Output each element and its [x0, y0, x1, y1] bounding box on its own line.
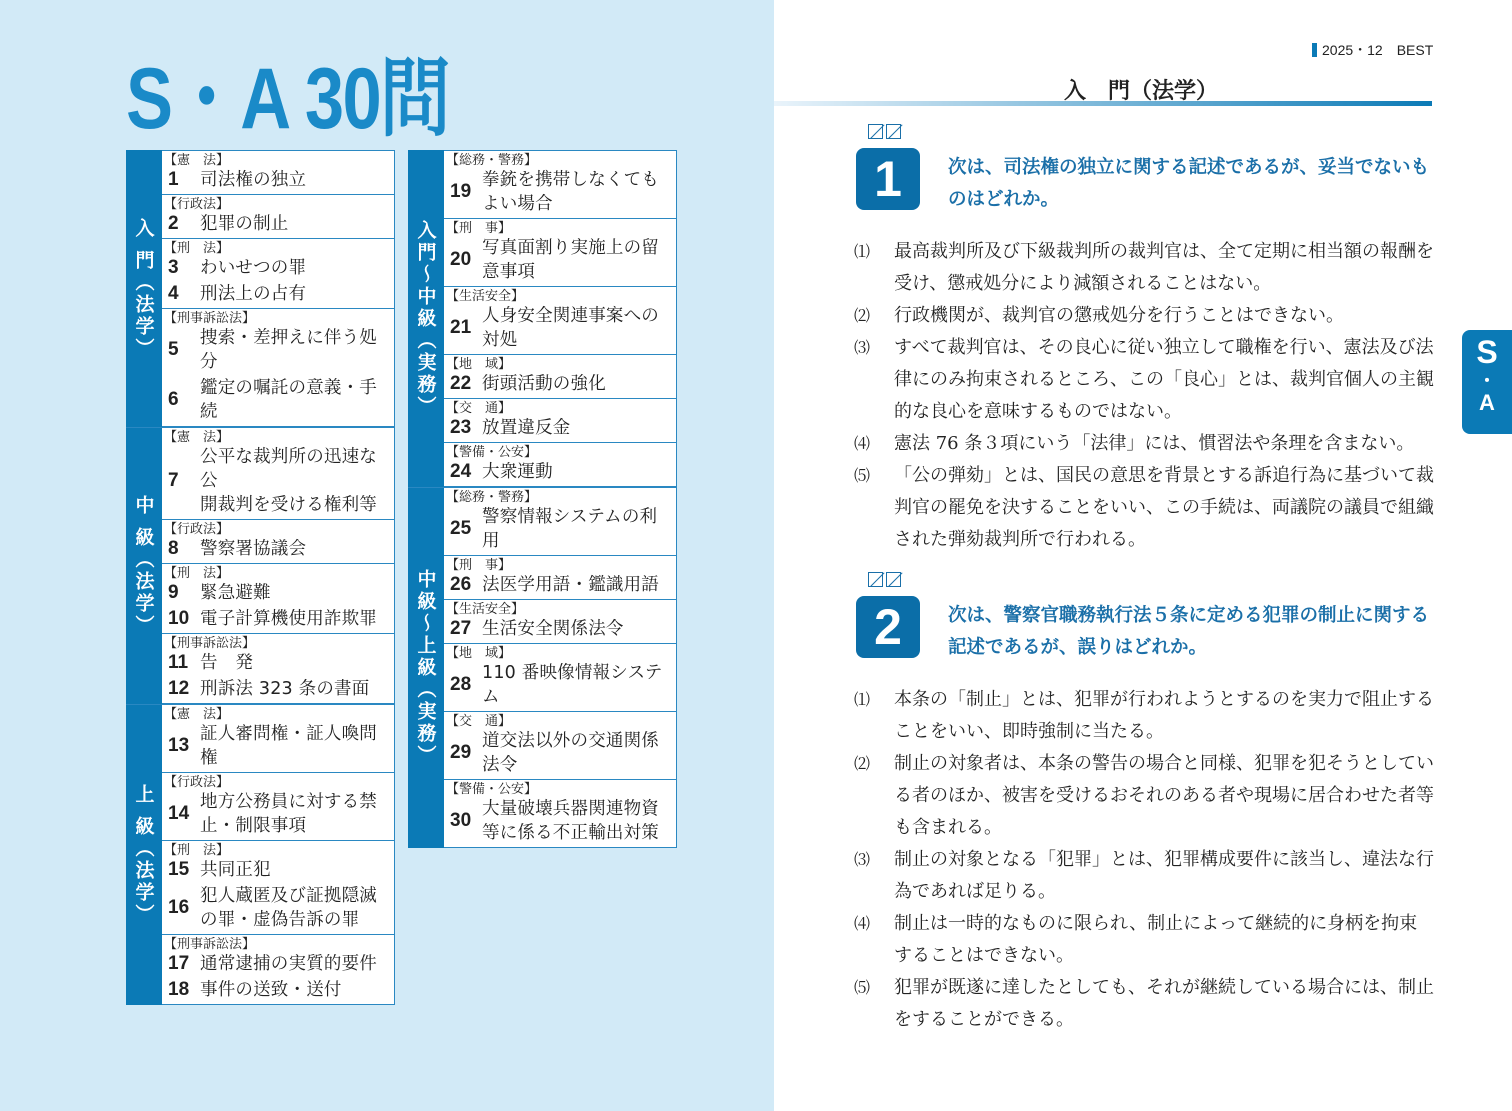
toc-item-number: 13 — [168, 735, 190, 756]
toc-item-title: 事件の送致・送付 — [200, 980, 342, 1000]
toc-item[interactable] — [162, 978, 394, 1004]
toc-item-title: 通常逮捕の実質的要件 — [200, 954, 377, 974]
toc-item-number: 10 — [168, 608, 190, 629]
choice-number: ⑴ — [854, 690, 871, 709]
toc-item-number: 2 — [168, 213, 179, 234]
toc-item-title: 人身安全関連事案への 対処 — [482, 306, 659, 350]
level-band — [126, 705, 162, 1005]
choice-number: ⑸ — [854, 466, 871, 485]
toc-item[interactable] — [162, 607, 394, 633]
toc-section-body — [444, 150, 677, 487]
level-band — [408, 150, 444, 487]
toc-item-number: 17 — [168, 953, 190, 974]
toc-item-number: 30 — [450, 810, 472, 831]
level-band — [126, 150, 162, 427]
toc-item-number: 9 — [168, 582, 179, 603]
choice-text: 犯罪が既遂に達したとしても、それが継続している場合には、制止をすることができる。 — [894, 977, 1434, 1030]
toc-item-number: 3 — [168, 257, 179, 278]
choice-text: 憲法 76 条３項にいう「法律」には、慣習法や条理を含まない。 — [894, 433, 1415, 454]
answer-choice[interactable] — [854, 908, 1434, 972]
section-heading-text: 入 門（法学） — [1063, 79, 1218, 104]
toc-item-number: 22 — [450, 373, 472, 394]
toc-item-title: 警察情報システムの利用 — [482, 507, 658, 551]
subject-label: 【交 通】 — [446, 714, 512, 729]
toc-item[interactable] — [162, 952, 394, 978]
answer-choice[interactable] — [854, 684, 1434, 748]
choice-number: ⑸ — [854, 978, 871, 997]
side-tab-dot: ・ — [1478, 371, 1496, 391]
choice-number: ⑷ — [854, 434, 871, 453]
choice-number: ⑶ — [854, 850, 871, 869]
answer-choice[interactable] — [854, 460, 1434, 556]
toc-item-number: 24 — [450, 461, 472, 482]
toc-item-number: 18 — [168, 979, 190, 1000]
tag-bar — [1312, 43, 1317, 57]
answer-choice[interactable] — [854, 428, 1434, 460]
subject-group — [444, 399, 676, 443]
subject-label: 【憲 法】 — [164, 153, 230, 168]
toc-item-number: 21 — [450, 317, 472, 338]
answer-choice[interactable] — [854, 300, 1434, 332]
toc-item-title: 刑訴法 323 条の書面 — [200, 679, 370, 699]
choice-text: 最高裁判所及び下級裁判所の裁判官は、全て定期に相当額の報酬を受け、懲戒処分により減額されることはない。 — [894, 241, 1434, 294]
toc-item[interactable] — [444, 617, 676, 643]
subject-group — [162, 309, 394, 426]
subject-label: 【刑 法】 — [164, 241, 230, 256]
toc-item-number: 29 — [450, 742, 472, 763]
toc-item-number: 12 — [168, 678, 190, 699]
toc-item[interactable] — [444, 729, 676, 779]
toc-item[interactable] — [162, 376, 394, 426]
subject-group — [162, 428, 394, 520]
choice-list — [854, 684, 1434, 1036]
answer-choice[interactable] — [854, 332, 1434, 428]
side-tab-a: A — [1479, 390, 1495, 415]
answer-choice[interactable] — [854, 844, 1434, 908]
subject-group — [444, 644, 676, 712]
toc-item-title: 捜索・差押えに伴う処分 — [200, 328, 377, 372]
subject-group — [444, 556, 676, 600]
toc-item-title: 鑑定の嘱託の意義・手続 — [200, 378, 377, 422]
toc-item-title: 証人審問権・証人喚問権 — [200, 724, 377, 768]
toc-section — [408, 150, 677, 488]
toc-item-number: 26 — [450, 574, 472, 595]
choice-text: 制止の対象となる「犯罪」とは、犯罪構成要件に該当し、違法な行為であれば足りる。 — [894, 849, 1434, 902]
toc-section-body — [162, 428, 395, 704]
question-number-badge: 1 — [856, 148, 920, 210]
subject-label: 【地 域】 — [446, 357, 512, 372]
question-stem: 次は、司法権の独立に関する記述であるが、妥当でないものはどれか。 — [948, 157, 1430, 210]
check-box-icon[interactable] — [886, 124, 901, 139]
subject-label: 【憲 法】 — [164, 707, 230, 722]
toc-section — [126, 428, 395, 705]
subject-label: 【刑 法】 — [164, 843, 230, 858]
subject-group — [444, 780, 676, 847]
toc-item[interactable] — [162, 326, 394, 376]
choice-list — [854, 236, 1434, 556]
toc-item[interactable] — [444, 304, 676, 354]
toc-item-title: 写真面割り実施上の留 意事項 — [482, 238, 659, 282]
toc-section — [408, 488, 677, 848]
toc-item-number: 7 — [168, 470, 179, 491]
subject-label: 【地 域】 — [446, 646, 512, 661]
subject-label: 【刑 事】 — [446, 558, 512, 573]
subject-label: 【警備・公安】 — [446, 445, 538, 460]
checkboxes-q1 — [868, 122, 904, 144]
choice-number: ⑴ — [854, 242, 871, 261]
checkboxes-q2 — [868, 570, 904, 592]
toc-column-2 — [408, 150, 677, 848]
toc-item[interactable] — [162, 884, 394, 934]
toc-item-title: 大量破壊兵器関連物資 等に係る不正輸出対策 — [482, 799, 659, 843]
level-band — [408, 488, 444, 848]
subject-group — [162, 195, 394, 239]
toc-item[interactable] — [444, 372, 676, 398]
subject-label: 【生活安全】 — [446, 289, 525, 304]
subject-group — [162, 520, 394, 564]
question-number-badge: 2 — [856, 596, 920, 658]
toc-item-title: 電子計算機使用詐欺罪 — [200, 609, 377, 629]
toc-item-title: 放置違反金 — [482, 418, 571, 438]
subject-group — [444, 443, 676, 486]
choice-text: すべて裁判官は、その良心に従い独立して職権を行い、憲法及び法律にのみ拘束されるところ、この「良心」とは、裁判官個人の主観的な良心を意味するものではない。 — [894, 337, 1434, 422]
toc-item[interactable] — [444, 168, 676, 218]
subject-group — [444, 355, 676, 399]
toc-item-title: 緊急避難 — [200, 583, 271, 603]
toc-item-number: 19 — [450, 181, 472, 202]
subject-label: 【総務・警務】 — [446, 153, 538, 168]
subject-group — [162, 935, 394, 1004]
choice-text: 「公の弾劾」とは、国民の意思を背景とする訴追行為に基づいて裁判官の罷免を決することをいい、この手続は、両議院の議員で組織された弾劾裁判所で行われる。 — [894, 465, 1434, 550]
toc-section — [126, 150, 395, 428]
toc-item-title: 110 番映像情報システム — [482, 663, 663, 707]
subject-group — [444, 287, 676, 355]
side-index-tab[interactable] — [1462, 330, 1512, 434]
choice-text: 制止は一時的なものに限られ、制止によって継続的に身柄を拘束することはできない。 — [894, 913, 1418, 966]
toc-item-title: 生活安全関係法令 — [482, 619, 624, 639]
toc-item-number: 20 — [450, 249, 472, 270]
toc-item-number: 16 — [168, 897, 190, 918]
subject-group — [162, 564, 394, 634]
subject-group — [444, 488, 676, 556]
subject-group — [444, 712, 676, 780]
toc-item-title: 犯罪の制止 — [200, 214, 289, 234]
toc-column-1 — [126, 150, 395, 1005]
toc-item[interactable] — [162, 677, 394, 703]
choice-text: 制止の対象者は、本条の警告の場合と同様、犯罪を犯そうとしている者のほか、被害を受けるおそれのある者や現場に居合わせた者等も含まれる。 — [894, 753, 1434, 838]
section-heading — [774, 72, 1432, 106]
page-title: S・A 30問 — [126, 51, 449, 147]
subject-label: 【刑事訴訟法】 — [164, 636, 256, 651]
subject-label: 【生活安全】 — [446, 602, 525, 617]
toc-item[interactable] — [444, 797, 676, 847]
subject-group — [444, 151, 676, 219]
subject-group — [162, 841, 394, 935]
toc-item-number: 23 — [450, 417, 472, 438]
toc-item[interactable] — [444, 661, 676, 711]
toc-item-title: 道交法以外の交通関係 法令 — [482, 731, 659, 775]
toc-item-number: 27 — [450, 618, 472, 639]
side-tab-s: S — [1476, 334, 1498, 370]
toc-item-number: 25 — [450, 518, 472, 539]
toc-item[interactable] — [162, 168, 394, 194]
toc-item-number: 4 — [168, 283, 179, 304]
toc-item-number: 11 — [168, 652, 189, 673]
toc-item-title: 刑法上の占有 — [200, 284, 307, 304]
choice-number: ⑶ — [854, 338, 871, 357]
subject-label: 【行政法】 — [164, 775, 230, 790]
toc-item[interactable] — [444, 573, 676, 599]
toc-item-number: 15 — [168, 859, 190, 880]
toc-item-title: 司法権の独立 — [200, 170, 307, 190]
toc-item[interactable] — [162, 722, 394, 772]
toc-item-title: 法医学用語・鑑識用語 — [482, 575, 659, 595]
subject-label: 【憲 法】 — [164, 430, 230, 445]
toc-item[interactable] — [162, 651, 394, 677]
answer-choice[interactable] — [854, 972, 1434, 1036]
subject-label: 【刑 法】 — [164, 566, 230, 581]
level-band-label: 入 門（法学） — [132, 217, 155, 360]
answer-choice[interactable] — [854, 236, 1434, 300]
toc-item[interactable] — [162, 581, 394, 607]
toc-item[interactable] — [162, 256, 394, 282]
check-box-icon[interactable] — [886, 572, 901, 587]
level-band — [126, 428, 162, 704]
choice-text: 本条の「制止」とは、犯罪が行われようとするのを実力で阻止することをいい、即時強制に当たる。 — [894, 689, 1434, 742]
toc-item-number: 6 — [168, 389, 179, 410]
subject-label: 【交 通】 — [446, 401, 512, 416]
right-page — [774, 0, 1512, 1111]
subject-label: 【刑 事】 — [446, 221, 512, 236]
toc-item-title: 地方公務員に対する禁 止・制限事項 — [200, 792, 377, 836]
toc-item-title: 街頭活動の強化 — [482, 374, 606, 394]
answer-choice[interactable] — [854, 748, 1434, 844]
issue-tag-text: 2025・12 BEST — [1322, 42, 1434, 58]
question-stem: 次は、警察官職務執行法５条に定める犯罪の制止に関する記述であるが、誤りはどれか。 — [948, 605, 1430, 658]
toc-item-title: 拳銃を携帯しなくても よい場合 — [482, 170, 659, 214]
toc-item[interactable] — [444, 236, 676, 286]
toc-item-title: 共同正犯 — [200, 860, 271, 880]
toc-item-number: 8 — [168, 538, 179, 559]
subject-label: 【行政法】 — [164, 522, 230, 537]
subject-label: 【警備・公安】 — [446, 782, 538, 797]
toc-item[interactable] — [162, 858, 394, 884]
subject-group — [444, 219, 676, 287]
toc-item[interactable] — [444, 460, 676, 486]
toc-item-title: 警察署協議会 — [200, 539, 307, 559]
toc-section — [126, 705, 395, 1005]
toc-item-title: 公平な裁判所の迅速な公 開裁判を受ける権利等 — [200, 447, 377, 515]
choice-number: ⑷ — [854, 914, 871, 933]
subject-group — [162, 634, 394, 703]
toc-section-body — [162, 150, 395, 427]
check-box-icon[interactable] — [868, 124, 883, 139]
toc-item[interactable] — [162, 282, 394, 308]
subject-label: 【行政法】 — [164, 197, 230, 212]
toc-item-title: 告 発 — [200, 653, 254, 673]
choice-text: 行政機関が、裁判官の懲戒処分を行うことはできない。 — [894, 305, 1344, 326]
toc-item-number: 5 — [168, 339, 179, 360]
toc-item-number: 28 — [450, 674, 472, 695]
subject-group — [162, 151, 394, 195]
toc-item-title: 大衆運動 — [482, 462, 553, 482]
toc-item[interactable] — [162, 537, 394, 563]
toc-section-body — [444, 488, 677, 848]
subject-label: 【刑事訴訟法】 — [164, 937, 256, 952]
choice-number: ⑵ — [854, 306, 871, 325]
toc-item[interactable] — [162, 790, 394, 840]
choice-number: ⑵ — [854, 754, 871, 773]
level-band-label: 入門〜中級（実務） — [414, 219, 437, 418]
toc-item[interactable] — [162, 212, 394, 238]
toc-item[interactable] — [162, 445, 394, 519]
level-band-label: 中 級（法学） — [132, 495, 155, 637]
subject-group — [162, 239, 394, 309]
subject-group — [162, 773, 394, 841]
toc-item-title: 犯人蔵匿及び証拠隠滅 の罪・虚偽告訴の罪 — [200, 886, 377, 930]
subject-group — [162, 705, 394, 773]
subject-label: 【総務・警務】 — [446, 490, 538, 505]
subject-label: 【刑事訴訟法】 — [164, 311, 256, 326]
check-box-icon[interactable] — [868, 572, 883, 587]
level-band-label: 上 級（法学） — [132, 784, 155, 926]
subject-group — [444, 600, 676, 644]
toc-item-number: 14 — [168, 803, 190, 824]
toc-item-title: わいせつの罪 — [200, 258, 307, 278]
issue-tag — [1312, 40, 1433, 60]
toc-item[interactable] — [444, 416, 676, 442]
level-band-label: 中級〜上級（実務） — [414, 569, 437, 767]
toc-item[interactable] — [444, 505, 676, 555]
toc-item-number: 1 — [168, 169, 179, 190]
toc-section-body — [162, 705, 395, 1005]
